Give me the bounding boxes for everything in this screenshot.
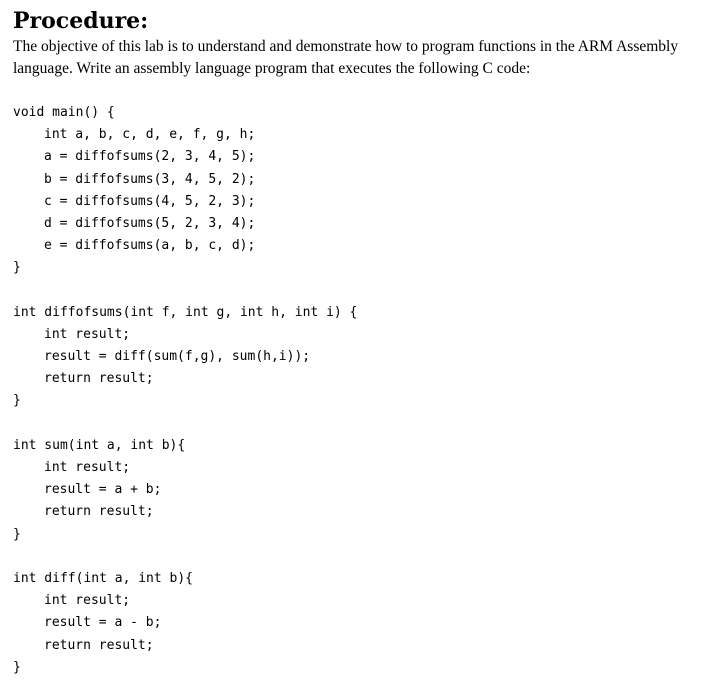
code-line: } [13, 393, 21, 409]
code-line: result = a + b; [44, 482, 162, 498]
code-line: void main() { [13, 105, 115, 120]
code-line: int sum(int a, int b){ [13, 437, 186, 453]
code-line [13, 546, 357, 568]
code-line: int a, b, c, d, e, f, g, h; [44, 127, 256, 143]
code-line: } [13, 659, 21, 675]
code-line [13, 413, 357, 435]
code-line: int result; [44, 326, 131, 342]
code-line: result = diff(sum(f,g), sum(h,i)); [44, 349, 311, 365]
code-line: int diffofsums(int f, int g, int h, int i) { [13, 304, 358, 320]
code-line: e = diffofsums(a, b, c, d); [44, 238, 256, 254]
code-line: return result; [44, 504, 154, 520]
code-line: return result; [44, 371, 154, 387]
code-line: c = diffofsums(4, 5, 2, 3); [44, 193, 256, 209]
code-line: b = diffofsums(3, 4, 5, 2); [44, 171, 256, 187]
code-line: result = a - b; [44, 615, 162, 631]
code-line: return result; [44, 637, 154, 653]
code-line: int result; [44, 460, 131, 475]
code-line: int result; [44, 593, 131, 609]
code-line: d = diffofsums(5, 2, 3, 4); [44, 215, 256, 231]
document [13, 6, 713, 80]
code-line: a = diffofsums(2, 3, 4, 5); [44, 149, 256, 165]
intro-paragraph: The objective of this lab is to understand and demonstrate how to program functions in the ARM Assembly language. Write an assembly language program that executes the following C code: [13, 38, 679, 77]
code-line [13, 280, 357, 302]
code-line: int diff(int a, int b){ [13, 570, 194, 586]
code-block [13, 102, 357, 679]
procedure-heading: Procedure: [13, 8, 149, 34]
code-line: } [13, 526, 21, 542]
code-line: } [13, 260, 21, 276]
